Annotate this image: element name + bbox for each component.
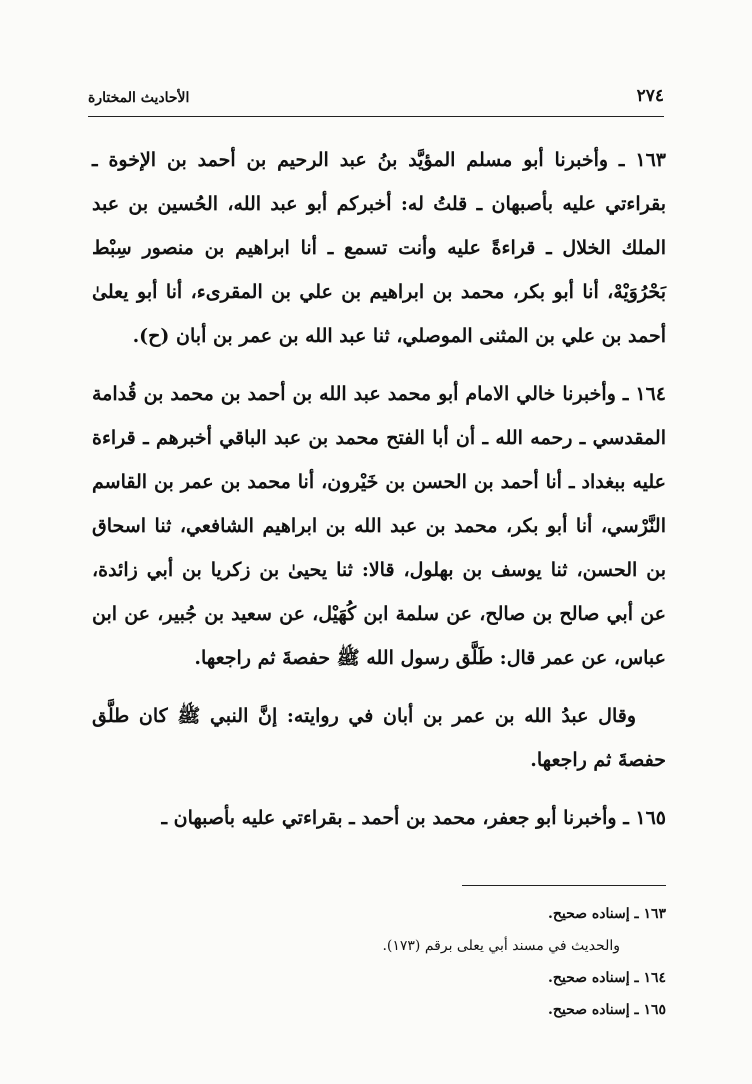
hadith-165: ١٦٥ ـ وأخبرنا أبو جعفر، محمد بن أحمد ـ بقراءتي عليه بأصبهان ـ	[161, 807, 666, 829]
header-divider	[88, 116, 664, 117]
narration-note: وقال عبدُ الله بن عمر بن أبان في روايته: إنَّ النبي ﷺ كان طلَّق حفصةَ ثم راجعها.	[92, 705, 666, 771]
footnote-divider	[462, 885, 666, 886]
page-number: ٢٧٤	[636, 86, 664, 106]
footnote-165: ١٦٥ ـ إسناده صحيح.	[547, 1002, 666, 1018]
footnote-164: ١٦٤ ـ إسناده صحيح.	[547, 970, 666, 986]
book-title: الأحاديث المختارة	[88, 90, 190, 106]
footnote-163-source: والحديث في مسند أبي يعلى برقم (١٧٣).	[382, 938, 620, 954]
page-header	[88, 76, 664, 106]
hadith-164: ١٦٤ ـ وأخبرنا خالي الامام أبو محمد عبد الله بن أحمد بن محمد بن قُدامة المقدسي ـ رحمه الله ـ أن أبا الفتح محمد بن عبد الباقي أخبرهم ـ قراءة عليه ببغداد ـ أنا أحمد بن الحسن بن خَيْرون، أنا محمد بن عمر بن القاسم النَّرْسي، أنا أبو بكر، محمد بن عبد الله بن ابراهيم الشافعي، ثنا اسحاق بن الحسن، ثنا يوسف بن بهلول، قالا: ثنا يحيىٰ بن زكريا بن أبي زائدة، عن أبي صالح بن صالح، عن سلمة ابن كُهَيْل، عن سعيد بن جُبير، عن ابن عباس، عن عمر قال: طَلَّق رسول الله ﷺ حفصةَ ثم راجعها.	[92, 383, 666, 669]
main-text	[92, 138, 666, 854]
hadith-163: ١٦٣ ـ وأخبرنا أبو مسلم المؤيَّد بنُ عبد الرحيم بن أحمد بن الإخوة ـ بقراءتي عليه بأصبهان ـ قلتُ له: أخبركم أبو عبد الله، الحُسين بن عبد الملك الخلال ـ قراءةً عليه وأنت تسمع ـ أنا ابراهيم بن منصور سِبْط بَحْرُوَيْهْ، أنا أبو بكر، محمد بن ابراهيم بن علي بن المقرىء، أنا أبو يعلىٰ أحمد بن علي بن المثنى الموصلي، ثنا عبد الله بن عمر بن أبان (ح).	[92, 149, 666, 347]
footnotes	[92, 898, 666, 1026]
footnote-163: ١٦٣ ـ إسناده صحيح.	[547, 906, 666, 922]
